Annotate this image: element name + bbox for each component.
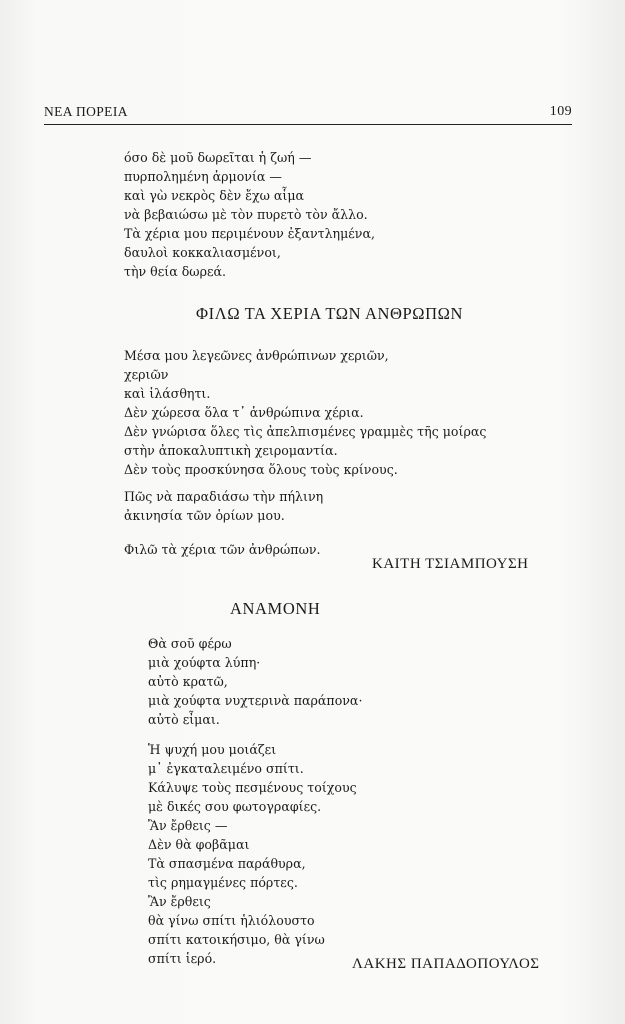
- poem-stanza: [124, 487, 323, 525]
- verse-line: Ἂν ἔρθεις: [148, 894, 211, 909]
- verse-line: χεριῶν: [124, 367, 169, 382]
- verse-line: καὶ ἱλάσθητι.: [124, 386, 211, 401]
- verse-line: σπίτι ἱερό.: [148, 951, 217, 966]
- verse-line: δαυλοὶ κοκκαλιασμένοι,: [124, 245, 281, 260]
- verse-line: Δὲν θὰ φοβᾶμαι: [148, 837, 250, 852]
- verse-line: Φιλῶ τὰ χέρια τῶν ἀνθρώπων.: [124, 542, 321, 557]
- verse-line: Μέσα μου λεγεῶνες ἀνθρώπινων χεριῶν,: [124, 348, 389, 363]
- poem-stanza: [124, 346, 486, 479]
- poem-stanza: [148, 740, 357, 968]
- verse-line: θὰ γίνω σπίτι ἡλιόλουστο: [148, 913, 315, 928]
- verse-line: Κάλυψε τοὺς πεσμένους τοίχους: [148, 780, 357, 795]
- verse-line: Δὲν χώρεσα ὅλα τ᾽ ἀνθρώπινα χέρια.: [124, 405, 364, 420]
- poem-title: ΦΙΛΩ ΤΑ ΧΕΡΙΑ ΤΩΝ ΑΝΘΡΩΠΩΝ: [196, 304, 464, 323]
- verse-line: Ἂν ἔρθεις —: [148, 818, 228, 833]
- verse-line: Τὰ χέρια μου περιμένουν ἐξαντλημένα,: [124, 226, 375, 241]
- verse-line: Θὰ σοῦ φέρω: [148, 636, 232, 651]
- verse-line: μ᾽ ἐγκαταλειμένο σπίτι.: [148, 761, 304, 776]
- verse-line: αὐτὸ εἶμαι.: [148, 712, 220, 727]
- running-header: [44, 104, 572, 125]
- poem-author: ΚΑΙΤΗ ΤΣΙΑΜΠΟΥΣΗ: [372, 556, 529, 572]
- verse-line: νὰ βεβαιώσω μὲ τὸν πυρετὸ τὸν ἄλλο.: [124, 207, 368, 222]
- verse-line: μιὰ χούφτα λύπη·: [148, 655, 261, 670]
- verse-line: Δὲν γνώρισα ὅλες τὶς ἀπελπισμένες γραμμὲς τῆς μοίρας: [124, 424, 487, 439]
- verse-line: πυρπολημένη ἁρμονία —: [124, 169, 283, 184]
- poem-continuation: [124, 148, 375, 281]
- verse-line: Τὰ σπασμένα παράθυρα,: [148, 856, 306, 871]
- page-number: 109: [549, 104, 572, 119]
- poem-title: ΑΝΑΜΟΝΗ: [230, 599, 321, 618]
- verse-line: στὴν ἀποκαλυπτικὴ χειρομαντία.: [124, 443, 338, 458]
- verse-line: τὴν θεία δωρεά.: [124, 264, 227, 279]
- verse-line: τὶς ρημαγμένες πόρτες.: [148, 875, 298, 890]
- verse-line: σπίτι κατοικήσιμο, θὰ γίνω: [148, 932, 325, 947]
- running-title: ΝΕΑ ΠΟΡΕΙΑ: [44, 104, 128, 119]
- verse-line: όσο δὲ μοῦ δωρεῖται ἡ ζωή —: [124, 150, 312, 165]
- poem-stanza: [148, 634, 362, 729]
- verse-line: μιὰ χούφτα νυχτερινὰ παράπονα·: [148, 693, 363, 708]
- poem-author: ΛΑΚΗΣ ΠΑΠΑΔΟΠΟΥΛΟΣ: [352, 956, 540, 972]
- poem-closing-line: [124, 540, 321, 559]
- verse-line: ἀκινησία τῶν ὁρίων μου.: [124, 508, 285, 523]
- verse-line: μὲ δικές σου φωτογραφίες.: [148, 799, 322, 814]
- verse-line: Ἡ ψυχή μου μοιάζει: [148, 742, 277, 757]
- verse-line: καὶ γὼ νεκρὸς δὲν ἔχω αἷμα: [124, 188, 305, 203]
- verse-line: Πῶς νὰ παραδιάσω τὴν πήλινη: [124, 489, 324, 504]
- verse-line: αὐτὸ κρατῶ,: [148, 674, 228, 689]
- verse-line: Δὲν τοὺς προσκύνησα ὅλους τοὺς κρίνους.: [124, 462, 398, 477]
